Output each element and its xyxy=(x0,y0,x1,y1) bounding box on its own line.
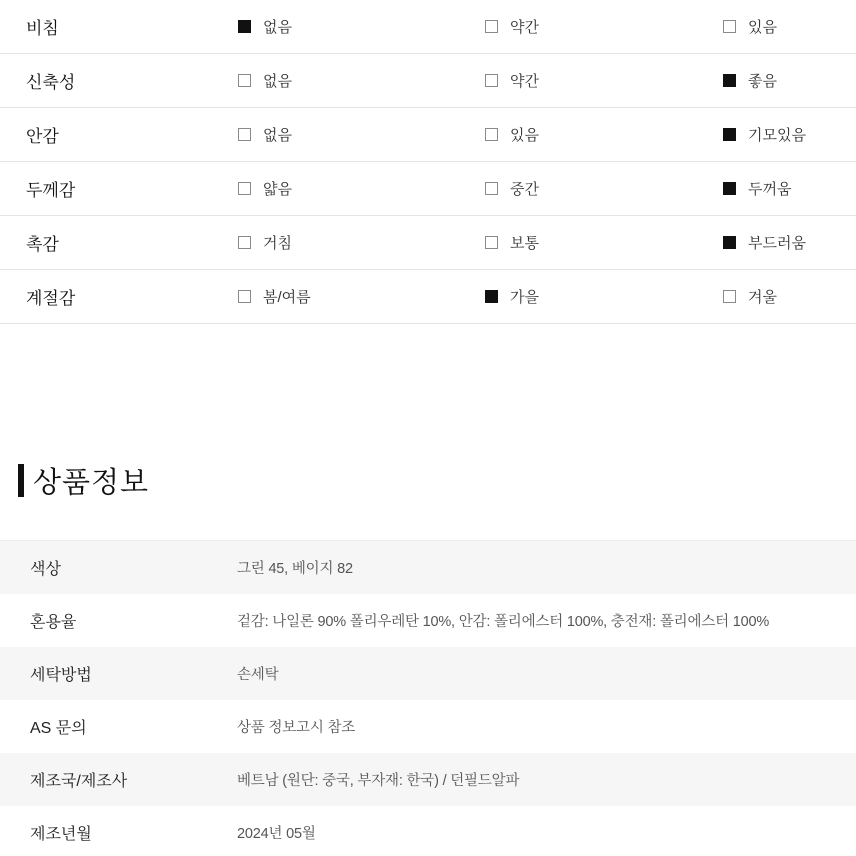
attr-option-label: 기모있음 xyxy=(748,127,806,144)
checkbox-icon xyxy=(238,182,251,195)
attr-row-label: 비침 xyxy=(26,19,59,38)
attr-option-label: 약간 xyxy=(510,73,539,90)
checkbox-icon xyxy=(723,290,736,303)
checkbox-icon xyxy=(723,128,736,141)
attr-option-label: 거침 xyxy=(263,235,292,252)
attr-option-label: 가을 xyxy=(510,289,539,306)
info-row-as-contact xyxy=(0,700,856,753)
attr-option xyxy=(238,178,485,199)
info-row-label: 제조년월 xyxy=(30,826,92,843)
info-row-value: 베트남 (원단: 중국, 부자재: 한국) / 던필드알파 xyxy=(237,773,520,789)
info-row-origin-manufacturer xyxy=(0,753,856,806)
attr-option-label: 없음 xyxy=(263,73,292,90)
attr-row-label: 촉감 xyxy=(26,235,59,254)
attr-option xyxy=(723,16,856,37)
attr-option xyxy=(238,16,485,37)
attr-option-label: 보통 xyxy=(510,235,539,252)
info-row-washing xyxy=(0,647,856,700)
attr-option-label: 부드러움 xyxy=(748,235,806,252)
attr-option-label: 중간 xyxy=(510,181,539,198)
attr-option xyxy=(238,70,485,91)
attr-row-label: 계절감 xyxy=(26,289,76,308)
info-row-composition xyxy=(0,594,856,647)
checkbox-icon xyxy=(723,74,736,87)
attr-option-label: 있음 xyxy=(748,19,777,36)
section-title-bar xyxy=(18,464,24,497)
info-row-manufacture-date xyxy=(0,806,856,856)
attr-option xyxy=(238,286,485,307)
checkbox-icon xyxy=(238,74,251,87)
attr-row-label: 신축성 xyxy=(26,73,76,92)
checkbox-icon xyxy=(485,74,498,87)
attr-row-label: 두께감 xyxy=(26,181,76,200)
attr-option-label: 있음 xyxy=(510,127,539,144)
attr-option-label: 봄/여름 xyxy=(263,289,311,306)
section-title: 상품정보 xyxy=(33,466,150,499)
attr-option-label: 두꺼움 xyxy=(748,181,792,198)
attr-option-label: 좋음 xyxy=(748,73,777,90)
info-row-color xyxy=(0,541,856,594)
attr-row-sheerness xyxy=(0,0,856,54)
checkbox-icon xyxy=(723,20,736,33)
info-row-value: 상품 정보고시 참조 xyxy=(237,720,356,736)
info-row-value: 겉감: 나일론 90% 폴리우레탄 10%, 안감: 폴리에스터 100%, 충전재: 폴리에스터 100% xyxy=(237,614,770,630)
attr-option xyxy=(485,16,723,37)
attr-option-label: 겨울 xyxy=(748,289,777,306)
info-row-value: 2024년 05월 xyxy=(237,826,316,842)
checkbox-icon xyxy=(723,182,736,195)
checkbox-icon xyxy=(238,290,251,303)
attr-row-label: 안감 xyxy=(26,127,59,146)
attr-option xyxy=(723,124,856,145)
attr-row-texture xyxy=(0,216,856,270)
attr-row-season xyxy=(0,270,856,324)
attr-option xyxy=(723,178,856,199)
checkbox-icon xyxy=(485,290,498,303)
attr-option xyxy=(485,286,723,307)
attr-option xyxy=(723,70,856,91)
info-row-label: 세탁방법 xyxy=(30,667,92,684)
attr-option-label: 없음 xyxy=(263,19,292,36)
checkbox-icon xyxy=(485,20,498,33)
attr-row-lining xyxy=(0,108,856,162)
attr-option xyxy=(485,124,723,145)
attr-option xyxy=(485,178,723,199)
checkbox-icon xyxy=(485,128,498,141)
info-row-label: 색상 xyxy=(30,561,61,578)
checkbox-icon xyxy=(485,236,498,249)
attr-row-elasticity xyxy=(0,54,856,108)
attr-option-label: 약간 xyxy=(510,19,539,36)
attr-option xyxy=(723,286,856,307)
attr-option xyxy=(238,124,485,145)
checkbox-icon xyxy=(485,182,498,195)
attr-option xyxy=(238,232,485,253)
checkbox-icon xyxy=(238,236,251,249)
attr-option-label: 없음 xyxy=(263,127,292,144)
product-info-table xyxy=(0,540,856,856)
attr-option xyxy=(723,232,856,253)
product-info-section-header xyxy=(18,458,856,502)
info-row-value: 손세탁 xyxy=(237,667,279,683)
info-row-label: 제조국/제조사 xyxy=(30,773,128,790)
fabric-attribute-table xyxy=(0,0,856,324)
checkbox-icon xyxy=(723,236,736,249)
info-row-value: 그린 45, 베이지 82 xyxy=(237,561,353,577)
attr-option-label: 얇음 xyxy=(263,181,292,198)
attr-option xyxy=(485,232,723,253)
attr-row-thickness xyxy=(0,162,856,216)
attr-option xyxy=(485,70,723,91)
info-row-label: AS 문의 xyxy=(30,720,87,737)
checkbox-icon xyxy=(238,20,251,33)
info-row-label: 혼용율 xyxy=(30,614,77,631)
checkbox-icon xyxy=(238,128,251,141)
